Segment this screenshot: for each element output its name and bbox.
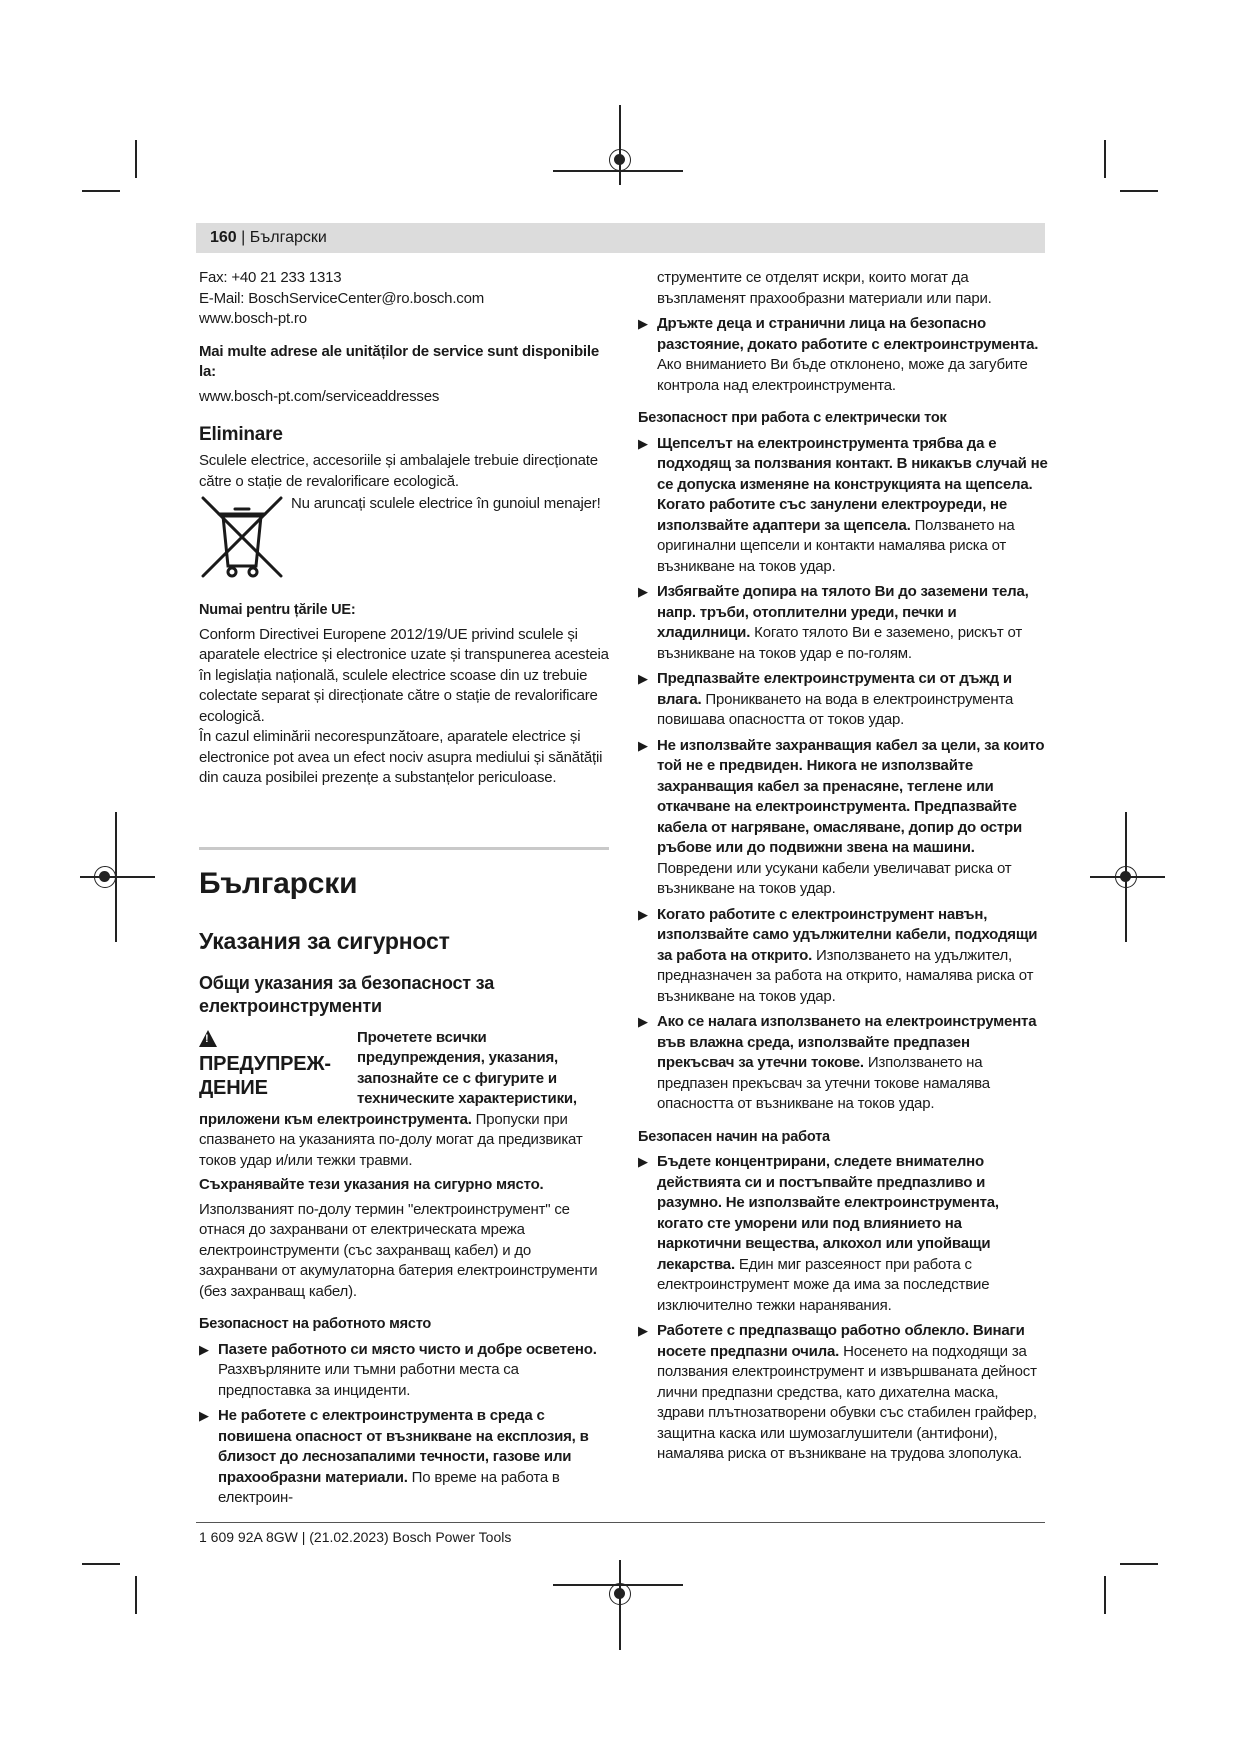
reg-bottom-v-line xyxy=(619,1560,621,1650)
bullet-bold: Дръжте деца и странични лица на безопасно разстояние, докато работите с електроинструмента. xyxy=(657,315,1039,353)
bullet-bold: Предпазвайте електроинструмента си от дъжд и влага. xyxy=(657,670,1012,708)
safety-title: Указания за сигурност xyxy=(199,927,450,954)
safe-work-heading: Безопасен начин на работа xyxy=(638,1128,830,1145)
electric-bullet-1 xyxy=(638,434,1048,578)
bullet-bold: Щепселът на електроинструмента трябва да е подходящ за ползвания контакт. В никакъв случай не се допуска изменяне на конструкцията на щепсела. Когато работите със занулени електроуреди, не използвайте адаптери за щепсела. xyxy=(657,434,1048,534)
bullet-text: Използването на предпазен прекъсвач за утечни токове намалява опасността от възникване на токов удар. xyxy=(657,1054,990,1112)
warning-block xyxy=(199,1028,609,1172)
workplace-bullet-2 xyxy=(199,1406,609,1509)
eu-text-1: Conform Directivei Europene 2012/19/UE privind sculele și aparatele electrice și electronice uzate și transpunerea acesteia în legislația națională, sculele electrice scoase din uz trebuie colectate separat și direcționate către o stație de revalorificare ecologică. xyxy=(199,625,609,725)
general-safety-title: Общи указания за безопасност за електроинструменти xyxy=(199,972,495,1016)
crop-mark-top-right-v xyxy=(1104,140,1106,178)
crop-mark-bottom-right-v xyxy=(1104,1576,1106,1614)
keep-instructions: Съхранявайте тези указания на сигурно място. xyxy=(199,1176,544,1193)
bullet-text: Проникването на вода в електроинструмента повишава опасността от токов удар. xyxy=(657,690,1014,728)
bullet-text: Ползването на оригинални щепсели и контакти намалява риска от възникване на токов удар. xyxy=(657,516,1015,575)
bullet-bold: Бъдете концентрирани, следете внимателно действията си и постъпвайте предпазливо и разумно. Не използвайте електроинструмента, когато сте уморени или под влиянието на наркотични вещества, алкохол или упойващи лекарства. xyxy=(657,1153,999,1273)
header-section: Български xyxy=(249,229,327,246)
bullet-arrow-icon: ▶ xyxy=(638,1014,648,1029)
bullet-arrow-icon: ▶ xyxy=(199,1341,209,1357)
reg-left-h-line xyxy=(80,876,155,878)
page-header: 160 | Български xyxy=(210,229,327,246)
electric-bullet-5 xyxy=(638,905,1048,1008)
workplace-heading: Безопасност на работното място xyxy=(199,1316,432,1332)
bullet-bold: Работете с предпазващо работно облекло. Винаги носете предпазни очила. xyxy=(657,1322,1025,1360)
electric-bullet-4 xyxy=(638,736,1048,900)
crop-mark-top-left-h xyxy=(82,190,120,192)
crop-mark-bottom-right-h xyxy=(1120,1563,1158,1565)
eu-text-2: În cazul eliminării necorespunzătoare, aparatele electrice și electronice pot avea un efect nociv asupra mediului și sănătății din cauza posibilei prezențe a substanțelor periculoase. xyxy=(199,728,603,786)
warning-triangle-icon xyxy=(199,1030,217,1047)
disposal-row xyxy=(199,494,609,580)
footer-rule xyxy=(196,1522,1045,1523)
warning-label xyxy=(199,1028,349,1100)
bullet-bold: Ако се налага използването на електроинструмента във влажна среда, използвайте предпазен прекъсвач за утечни токове. xyxy=(657,1013,1037,1071)
crop-mark-top-left-v xyxy=(135,140,137,178)
right-column xyxy=(638,268,1048,1465)
web-line: www.bosch-pt.ro xyxy=(199,310,307,327)
safe-bullet-2 xyxy=(638,1321,1048,1465)
more-addresses-heading: Mai multe adrese ale unităților de service sunt disponibile la: xyxy=(199,342,599,380)
bullet-bold: Избягвайте допира на тялото Ви до заземени тела, напр. тръби, отоплителни уреди, печки и хладилници. xyxy=(657,583,1029,641)
electric-bullet-6 xyxy=(638,1012,1048,1115)
bullet-arrow-icon: ▶ xyxy=(638,1323,648,1338)
left-column xyxy=(199,268,609,1509)
warning-bold: Прочетете всички предупреждения, указания, запознайте се с фигурите и техническите характеристики, приложени към електроинструмента. xyxy=(199,1028,577,1128)
crop-mark-top-right-h xyxy=(1120,190,1158,192)
bullet-arrow-icon: ▶ xyxy=(638,435,648,451)
elimination-text: Sculele electrice, accesoriile și ambalajele trebuie direcționate către o stație de revalorificare ecologică. xyxy=(199,452,598,490)
reg-top-v-line xyxy=(619,105,621,185)
bullet-arrow-icon: ▶ xyxy=(638,671,648,686)
bullet-text: Когато тялото Ви е заземено, рискът от възникване на токов удар е по-голям. xyxy=(657,624,1022,662)
elimination-title: Eliminare xyxy=(199,424,283,445)
bullet-text: Използването на удължител, предназначен за работа на открито, намалява риска от възникване на токов удар. xyxy=(657,946,1034,1005)
bullet-arrow-icon: ▶ xyxy=(638,737,648,753)
section-rule xyxy=(199,847,609,850)
fax-line: Fax: +40 21 233 1313 xyxy=(199,269,342,286)
service-addresses-link: www.bosch-pt.com/serviceaddresses xyxy=(199,387,440,405)
warning-label-text: ПРЕДУПРЕЖ-ДЕНИЕ xyxy=(199,1052,331,1099)
electric-heading: Безопасност при работа с електрически ток xyxy=(638,410,947,426)
continued-text: струментите се отделят искри, които могат да възпламенят прахообразни материали или пари. xyxy=(657,269,992,307)
electric-bullet-3 xyxy=(638,669,1048,731)
registration-mark-left xyxy=(94,866,116,888)
bullet-arrow-icon: ▶ xyxy=(638,316,648,331)
bullet-text: Един миг разсеяност при работа с електроинструмент може да има за последствие изключително тежки наранявания. xyxy=(657,1255,990,1314)
bullet-arrow-icon: ▶ xyxy=(199,1408,209,1423)
crossed-out-bin-icon xyxy=(199,494,285,580)
bullet-bold: Не използвайте захранващия кабел за цели, за които той не е предвиден. Никога не използвайте захранващия кабел за пренасяне, теглене или откачване на електроинструмента. Предпазвайте кабела от нагряване, омасляване, допир до остри ръбове или до подвижни звена на машини. xyxy=(657,736,1045,856)
term-definition: Използваният по-долу термин "електроинструмент" се отнася до захранвани от електрическата мрежа електроинструменти (със захранващ кабел) и до захранвани от акумулаторна батерия електроинструменти (без захранващ кабел). xyxy=(199,1200,598,1300)
bullet-text: Носенето на подходящи за ползвания електроинструмент и извършваната дейност лични предпазни средства, като дихателна маска, здрави плътнозатворени обувки със стабилен грайфер, защитна каска или шумозаглушители (антифони), намалява риска от възникване на трудова злополука. xyxy=(657,1342,1037,1462)
workplace-bullet-1 xyxy=(199,1340,609,1402)
crop-mark-bottom-left-v xyxy=(135,1576,137,1614)
bin-text: Nu aruncați sculele electrice în gunoiul menajer! xyxy=(291,495,601,512)
eu-heading: Numai pentru țările UE: xyxy=(199,602,356,618)
bullet-text: Разхвърляните или тъмни работни места са предпоставка за инциденти. xyxy=(218,1361,519,1399)
bullet-bold: Пазете работното си място чисто и добре осветено. xyxy=(218,1340,597,1358)
registration-mark-bottom xyxy=(609,1583,631,1605)
bullet-arrow-icon: ▶ xyxy=(638,906,648,922)
safe-bullet-1 xyxy=(638,1152,1048,1316)
email-line: E-Mail: BoschServiceCenter@ro.bosch.com xyxy=(199,289,485,307)
bullet-text: Ако вниманието Ви бъде отклонено, може да загубите контрола над електроинструмента. xyxy=(657,356,1028,394)
page-number: 160 xyxy=(210,229,237,246)
bullet-bold: Не работете с електроинструмента в среда с повишена опасност от възникване на експлозия, в близост до леснозапалими течности, газове или прахообразни материали. xyxy=(218,1407,589,1486)
bullet-arrow-icon: ▶ xyxy=(638,1154,648,1169)
bullet-arrow-icon: ▶ xyxy=(638,584,648,599)
registration-mark-right xyxy=(1115,866,1137,888)
bullet-bold: Когато работите с електроинструмент навън, използвайте само удължителни кабели, подходящи за работа на открито. xyxy=(657,905,1038,964)
registration-mark-top xyxy=(609,149,631,171)
warning-text: Пропуски при спазването на указанията по-долу могат да предизвикат токов удар и/или тежки травми. xyxy=(199,1110,583,1169)
right-bullet-1 xyxy=(638,314,1048,396)
crop-mark-bottom-left-h xyxy=(82,1563,120,1565)
bullet-text: По време на работа в електроин- xyxy=(218,1468,560,1506)
language-title: Български xyxy=(199,866,358,900)
bullet-text: Повредени или усукани кабели увеличават риска от възникване на токов удар. xyxy=(657,859,1012,897)
page-footer: 1 609 92A 8GW | (21.02.2023) Bosch Power Tools xyxy=(199,1529,512,1545)
electric-bullet-2 xyxy=(638,582,1048,664)
